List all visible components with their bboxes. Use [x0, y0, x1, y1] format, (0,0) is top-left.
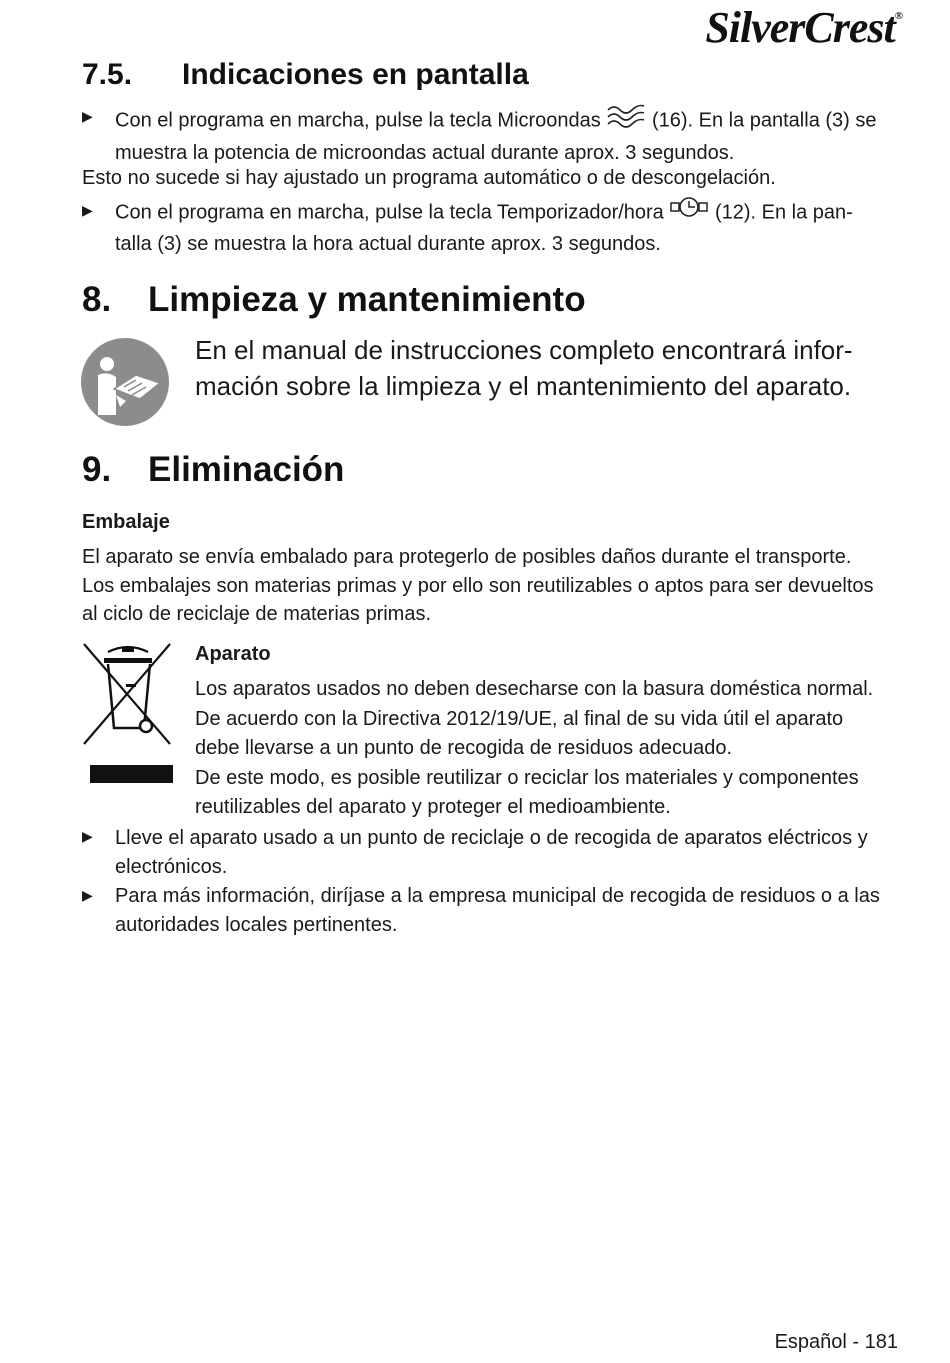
- bullet-text: electrónicos.: [115, 855, 228, 878]
- bullet-arrow-icon: ▶: [82, 108, 93, 124]
- note-text: Esto no sucede si hay ajustado un programa automático o de descongelación.: [82, 167, 776, 189]
- bullet-text: Con el programa en marcha, pulse la tecla Microondas: [115, 109, 601, 132]
- text-line: mación sobre la limpieza y el mantenimiento del aparato.: [195, 371, 852, 401]
- section-9-heading: [82, 450, 344, 490]
- section-title: Eliminación: [148, 450, 345, 489]
- brand-name: SilverCrest: [705, 3, 895, 52]
- bullet-arrow-icon: ▶: [82, 887, 93, 903]
- bullet-arrow-icon: ▶: [82, 202, 93, 218]
- microwave-waves-icon: [606, 104, 646, 139]
- bullet-text: talla (3) se muestra la hora actual durante aprox. 3 segundos.: [115, 232, 661, 255]
- section-7-5-heading: [82, 58, 529, 92]
- text-line: Los aparatos usados no deben desecharse con la basura doméstica normal.: [195, 678, 874, 700]
- text-line: debe llevarse a un punto de recogida de residuos adecuado.: [195, 737, 733, 759]
- section-8-heading: [82, 280, 586, 320]
- crossed-bin-icon: [82, 640, 174, 793]
- section-number: 8.: [82, 280, 112, 319]
- text-line: De acuerdo con la Directiva 2012/19/UE, al final de su vida útil el aparato: [195, 707, 844, 730]
- text-line: En el manual de instrucciones completo encontrará infor-: [195, 335, 853, 365]
- read-manual-icon: [80, 337, 170, 432]
- text-line: Los embalajes son materias primas y por ello son reutilizables o aptos para ser devueltos: [82, 574, 874, 597]
- device-text: [195, 675, 915, 823]
- device-heading: Aparato: [195, 643, 271, 665]
- bullet-text: Para más información, diríjase a la empresa municipal de recogida de residuos o a las: [115, 885, 880, 907]
- section-number: 9.: [82, 450, 112, 489]
- bullet-item: [115, 824, 925, 881]
- section-8-text: [195, 332, 915, 404]
- bullet-text: Con el programa en marcha, pulse la tecla Temporizador/hora: [115, 201, 664, 224]
- brand-logo: [705, 2, 902, 53]
- clock-timer-icon: [669, 197, 709, 230]
- bullet-text: muestra la potencia de microondas actual durante aprox. 3 segundos.: [115, 141, 735, 164]
- text-line: al ciclo de reciclaje de materias primas.: [82, 603, 432, 625]
- bullet-text: (12). En la pan-: [714, 201, 853, 224]
- section-number: 7.5.: [82, 58, 133, 91]
- bullet-item: [115, 882, 925, 939]
- bullet-text: autoridades locales pertinentes.: [115, 913, 398, 936]
- bullet-text: (16). En la pantalla (3) se: [651, 109, 877, 132]
- registered-mark: ®: [894, 10, 902, 22]
- bullet-item: [115, 197, 915, 258]
- bullet-arrow-icon: ▶: [82, 828, 93, 844]
- section-title: Limpieza y mantenimiento: [148, 280, 586, 319]
- text-line: De este modo, es posible reutilizar o reciclar los materiales y componentes: [195, 766, 859, 789]
- section-title: Indicaciones en pantalla: [182, 58, 529, 91]
- packaging-text: [82, 543, 922, 629]
- bullet-text: Lleve el aparato usado a un punto de reciclaje o de recogida de aparatos eléctricos y: [115, 827, 868, 849]
- text-line: El aparato se envía embalado para protegerlo de posibles daños durante el transporte.: [82, 546, 852, 568]
- bullet-item: [115, 104, 915, 167]
- text-line: reutilizables del aparato y proteger el medioambiente.: [195, 796, 671, 818]
- page-number: Español - 181: [774, 1331, 898, 1353]
- packaging-heading: Embalaje: [82, 511, 170, 533]
